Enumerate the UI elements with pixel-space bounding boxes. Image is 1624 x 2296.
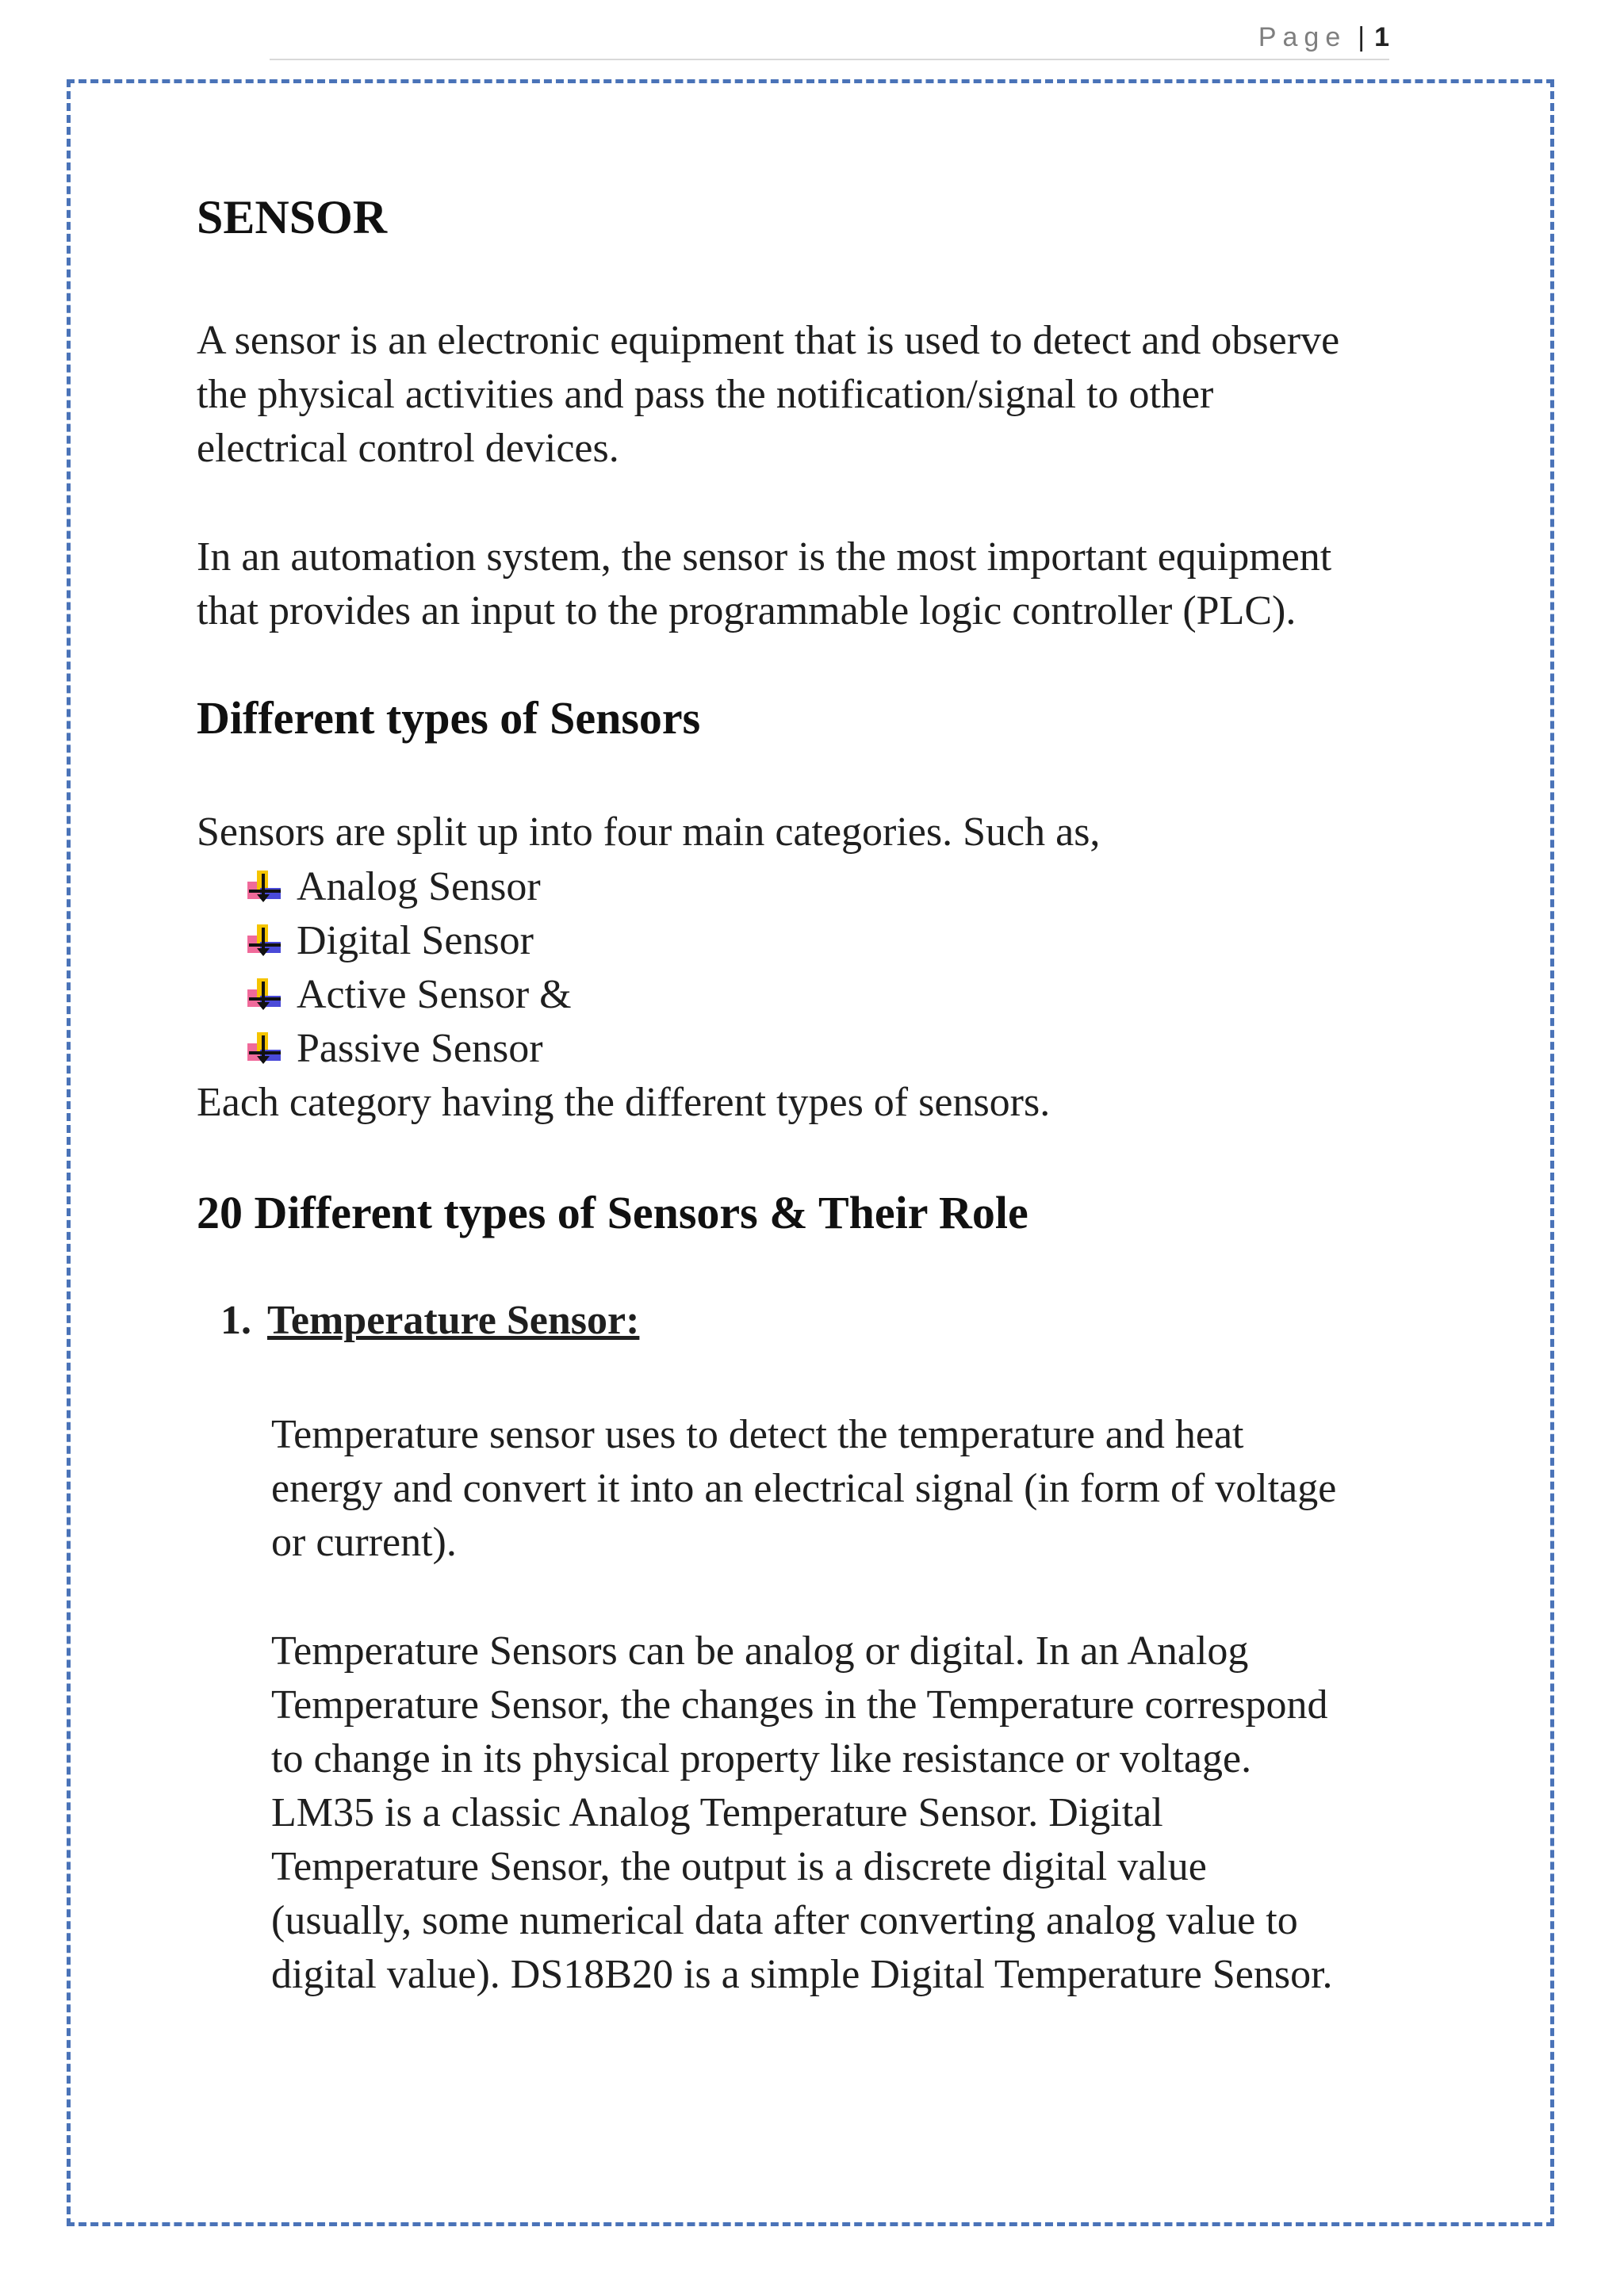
- list-item-label: Analog Sensor: [297, 863, 541, 909]
- page-separator: |: [1358, 22, 1365, 52]
- arrow-bullet-icon: [244, 867, 282, 905]
- text-line: Temperature Sensor, the changes in the Temperature correspond: [271, 1682, 1328, 1728]
- types-heading: Different types of Sensors: [197, 692, 701, 744]
- text-line: to change in its physical property like resistance or voltage.: [271, 1736, 1252, 1781]
- text-line: that provides an input to the programmable logic controller (PLC).: [197, 588, 1297, 633]
- page-number: 1: [1374, 22, 1389, 52]
- sensor-category-list: [244, 859, 572, 1075]
- page-word: Page: [1258, 22, 1347, 52]
- document-title: SENSOR: [197, 191, 388, 243]
- item-number: 1.: [220, 1298, 251, 1343]
- list-item: [244, 1021, 572, 1075]
- list-item-label: Active Sensor &: [297, 971, 572, 1017]
- item-title: Temperature Sensor:: [267, 1298, 640, 1343]
- list-item-label: Passive Sensor: [297, 1025, 543, 1071]
- text-line: digital value). DS18B20 is a simple Digital Temperature Sensor.: [271, 1952, 1333, 1997]
- page-number-label: [1258, 22, 1389, 53]
- text-line: LM35 is a classic Analog Temperature Sensor. Digital: [271, 1790, 1163, 1835]
- arrow-bullet-icon: [244, 921, 282, 959]
- types-lead: [197, 806, 1434, 859]
- text-line: Sensors are split up into four main categories. Such as,: [197, 809, 1101, 855]
- text-line: A sensor is an electronic equipment that is used to detect and observe: [197, 318, 1340, 363]
- intro-paragraph-2: [197, 530, 1434, 638]
- text-line: In an automation system, the sensor is the most important equipment: [197, 534, 1332, 580]
- temperature-paragraph-1: [271, 1408, 1434, 1570]
- text-line: Each category having the different types of sensors.: [197, 1080, 1051, 1125]
- text-line: (usually, some numerical data after converting analog value to: [271, 1898, 1298, 1943]
- page-header: [270, 22, 1389, 60]
- text-line: electrical control devices.: [197, 426, 619, 471]
- arrow-bullet-icon: [244, 975, 282, 1013]
- text-line: or current).: [271, 1520, 457, 1565]
- temperature-paragraph-2: [271, 1624, 1434, 2002]
- arrow-bullet-icon: [244, 1029, 282, 1067]
- intro-paragraph-1: [197, 314, 1434, 476]
- list-item-label: Digital Sensor: [297, 917, 534, 963]
- text-line: Temperature sensor uses to detect the temperature and heat: [271, 1412, 1244, 1457]
- list-item: [244, 913, 572, 967]
- text-line: Temperature Sensors can be analog or digital. In an Analog: [271, 1628, 1249, 1674]
- text-line: the physical activities and pass the notification/signal to other: [197, 372, 1214, 417]
- roles-heading: 20 Different types of Sensors & Their Role: [197, 1187, 1028, 1238]
- list-item: [244, 967, 572, 1021]
- list-item: [244, 859, 572, 913]
- text-line: energy and convert it into an electrical signal (in form of voltage: [271, 1466, 1337, 1511]
- text-line: Temperature Sensor, the output is a discrete digital value: [271, 1844, 1207, 1889]
- numbered-item-heading: [220, 1297, 639, 1344]
- types-closing: [197, 1076, 1434, 1130]
